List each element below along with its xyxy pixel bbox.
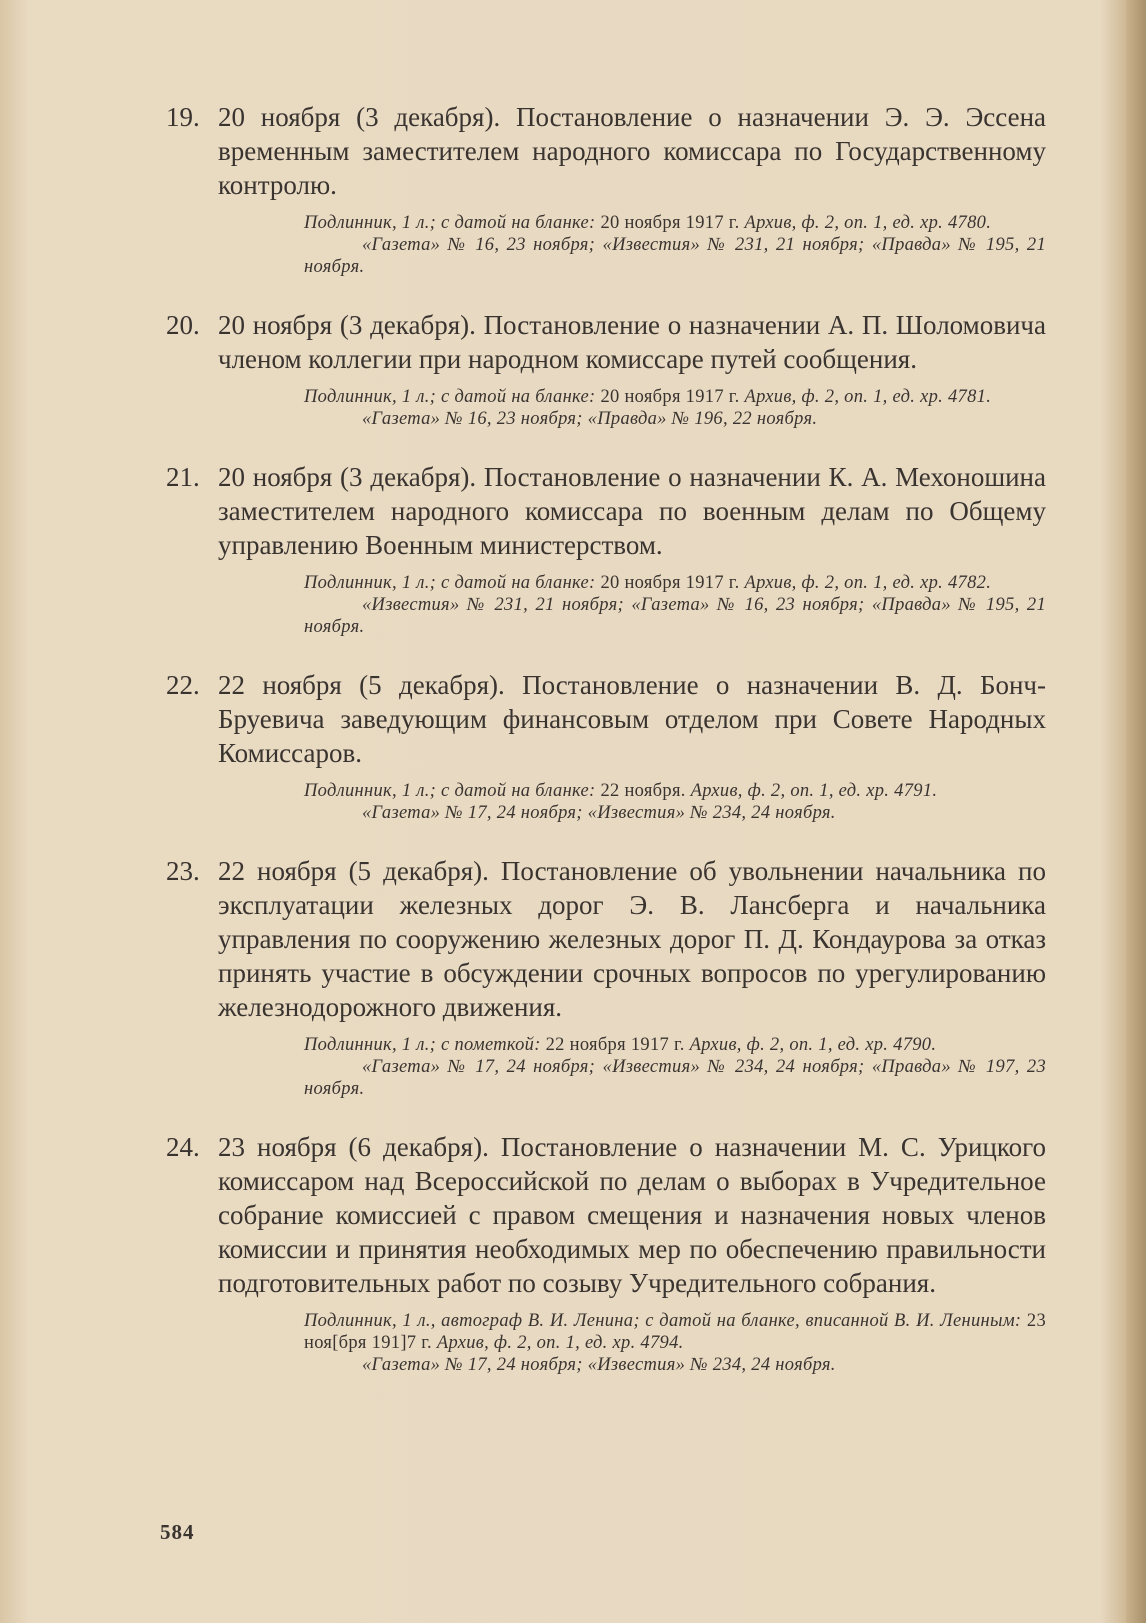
source-note (304, 212, 1046, 278)
entry-22 (166, 668, 1046, 824)
source-note (304, 386, 1046, 430)
entry-text: 23 ноября (6 декабря). Постановление о назначении М. С. Урицкого комиссаром над Всероссийской по делам о выборах в Учредительное собрание комиссией с правом смещения и назначения новых членов комиссии и принятия необходимых мер по обеспечению правильности подготовительных работ по созыву Учредительного собрания. (218, 1132, 1046, 1298)
publication-note: «Газета» № 17, 24 ноября; «Известия» № 234, 24 ноября. (362, 1355, 836, 1375)
entry-23 (166, 854, 1046, 1100)
source-date: 20 ноября 1917 г. (600, 573, 740, 593)
entries-list (166, 100, 1046, 1406)
source-archive: Архив, ф. 2, оп. 1, ед. хр. 4782. (739, 573, 992, 593)
source-label: Подлинник, 1 л.; с датой на бланке: (304, 781, 601, 801)
source-archive: Архив, ф. 2, оп. 1, ед. хр. 4794. (431, 1333, 684, 1353)
source-archive: Архив, ф. 2, оп. 1, ед. хр. 4781. (739, 387, 992, 407)
entry-number: 21. (166, 462, 200, 492)
publication-note: «Известия» № 231, 21 ноября; «Газета» № 16, 23 ноября; «Правда» № 195, 21 ноября. (304, 595, 1046, 637)
source-archive: Архив, ф. 2, оп. 1, ед. хр. 4790. (684, 1035, 937, 1055)
entry-number: 22. (166, 670, 200, 700)
source-archive: Архив, ф. 2, оп. 1, ед. хр. 4780. (739, 213, 992, 233)
page-edge (1126, 0, 1146, 1623)
source-date: 20 ноября 1917 г. (600, 387, 740, 407)
entry-text: 22 ноября (5 декабря). Постановление о назначении В. Д. Бонч-Бруевича заведующим финансовым отделом при Совете Народных Комиссаров. (218, 670, 1046, 768)
source-note (304, 780, 1046, 824)
source-label: Подлинник, 1 л., автограф В. И. Ленина; с датой на бланке, вписанной В. И. Лениным: (304, 1311, 1027, 1331)
source-note (304, 1034, 1046, 1100)
source-archive: Архив, ф. 2, оп. 1, ед. хр. 4791. (685, 781, 938, 801)
entry-number: 20. (166, 310, 200, 340)
entry-text: 20 ноября (3 декабря). Постановление о назначении К. А. Мехоношина заместителем народного комиссара по военным делам по Общему управлению Военным министерством. (218, 462, 1046, 560)
entry-24 (166, 1130, 1046, 1376)
source-date: 22 ноября 1917 г. (545, 1035, 685, 1055)
publication-note: «Газета» № 17, 24 ноября; «Известия» № 234, 24 ноября. (362, 803, 836, 823)
entry-number: 23. (166, 856, 200, 886)
entry-20 (166, 308, 1046, 430)
source-date: 20 ноября 1917 г. (600, 213, 740, 233)
entry-text: 20 ноября (3 декабря). Постановление о назначении А. П. Шоломовича членом коллегии при народном комиссаре путей сообщения. (218, 310, 1046, 374)
publication-note: «Газета» № 16, 23 ноября; «Известия» № 231, 21 ноября; «Правда» № 195, 21 ноября. (304, 235, 1046, 277)
entry-text: 20 ноября (3 декабря). Постановление о назначении Э. Э. Эссена временным заместителем народного комиссара по Государственному контролю. (218, 102, 1046, 200)
source-label: Подлинник, 1 л.; с датой на бланке: (304, 387, 601, 407)
publication-note: «Газета» № 16, 23 ноября; «Правда» № 196, 22 ноября. (362, 409, 818, 429)
source-label: Подлинник, 1 л.; с датой на бланке: (304, 573, 601, 593)
page-number: 584 (160, 1520, 195, 1544)
publication-note: «Газета» № 17, 24 ноября; «Известия» № 234, 24 ноября; «Правда» № 197, 23 ноября. (304, 1057, 1046, 1099)
source-note (304, 1310, 1046, 1376)
entry-number: 24. (166, 1132, 200, 1162)
entry-number: 19. (166, 102, 200, 132)
source-date: 23 ноя[бря 191]7 г. (304, 1311, 1046, 1353)
source-label: Подлинник, 1 л.; с датой на бланке: (304, 213, 601, 233)
entry-21 (166, 460, 1046, 638)
source-note (304, 572, 1046, 638)
source-label: Подлинник, 1 л.; с пометкой: (304, 1035, 546, 1055)
entry-19 (166, 100, 1046, 278)
source-date: 22 ноября. (600, 781, 686, 801)
entry-text: 22 ноября (5 декабря). Постановление об увольнении начальника по эксплуатации железных дорог Э. В. Лансберга и начальника управления по сооружению железных дорог П. Д. Кондаурова за отказ принять участие в обсуждении срочных вопросов по урегулированию железнодорожного движения. (218, 856, 1046, 1022)
